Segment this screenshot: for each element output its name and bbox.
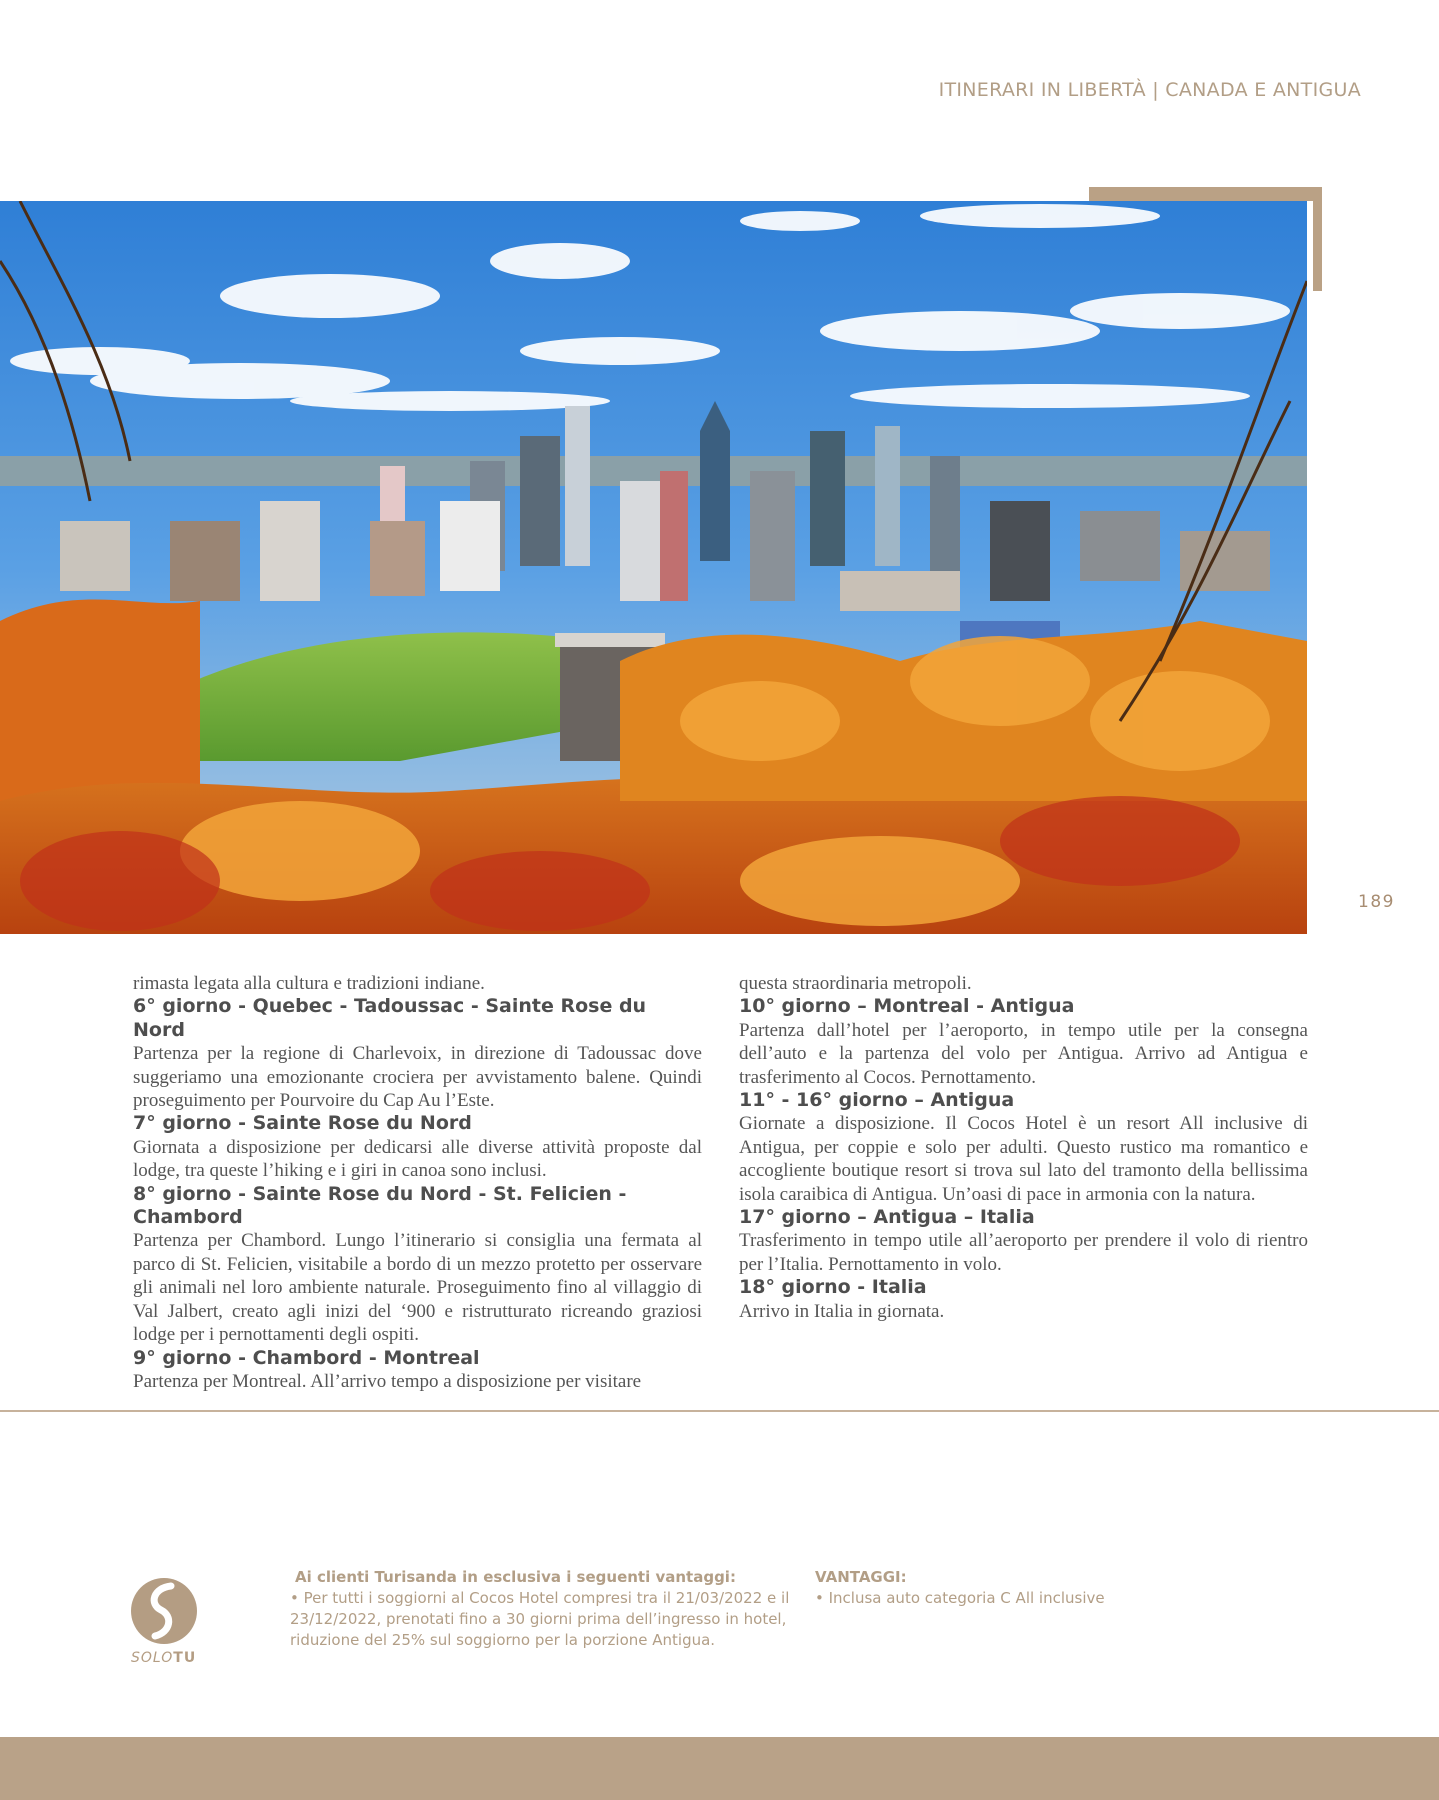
day-heading: 17° giorno – Antigua – Italia bbox=[739, 1206, 1035, 1229]
itinerary-column-right bbox=[739, 972, 1308, 1323]
day-heading: 6° giorno - Quebec - Tadoussac - Sainte Rose du Nord bbox=[133, 995, 647, 1041]
day-heading: 8° giorno - Sainte Rose du Nord - St. Felicien - Chambord bbox=[133, 1182, 627, 1229]
itinerary-text: Trasferimento in tempo utile all’aeroporto per prendere il volo di rientro per l’Italia. Pernottamento in volo. bbox=[739, 1230, 1308, 1275]
logo-prefix: SOLO bbox=[131, 1650, 174, 1666]
solotu-logo-mark-icon bbox=[131, 1578, 197, 1644]
section-divider bbox=[0, 1410, 1439, 1412]
day-heading: 18° giorno - Italia bbox=[739, 1276, 927, 1299]
itinerary-text: Partenza per Montreal. All’arrivo tempo a disposizione per visitare bbox=[133, 1370, 642, 1392]
itinerary-column-left bbox=[133, 972, 702, 1393]
solotu-logo-text bbox=[131, 1650, 201, 1666]
advantages-item: • Inclusa auto categoria C All inclusive bbox=[815, 1589, 1105, 1607]
itinerary-text: Arrivo in Italia in giornata. bbox=[739, 1300, 945, 1322]
itinerary-text: Partenza dall’hotel per l’aeroporto, in tempo utile per la consegna dell’auto e la partenza del volo per Antigua. Arrivo ad Antigua e trasferimento al Cocos. Pernottamento. bbox=[739, 1019, 1308, 1088]
itinerary-text: rimasta legata alla cultura e tradizioni indiane. bbox=[133, 973, 485, 994]
section-title: ITINERARI IN LIBERTÀ | CANADA E ANTIGUA bbox=[938, 79, 1361, 101]
offer-heading: Ai clienti Turisanda in esclusiva i seguenti vantaggi: bbox=[295, 1568, 736, 1586]
day-heading: 9° giorno - Chambord - Montreal bbox=[133, 1346, 480, 1369]
itinerary-text: Giornata a disposizione per dedicarsi alle diverse attività proposte dal lodge, tra queste l’hiking e i giri in canoa sono inclusi. bbox=[133, 1136, 702, 1182]
day-heading: 10° giorno – Montreal - Antigua bbox=[739, 995, 1075, 1018]
itinerary-text: Giornate a disposizione. Il Cocos Hotel è un resort All inclusive di Antigua, per coppie e solo per adulti. Questo rustico ma romantico e accogliente boutique resort si trova sul lato del tramonto della bellissima isola caraibica di Antigua. Un’oasi di pace in armonia con la natura. bbox=[739, 1113, 1308, 1205]
hero-photo-montreal-autumn bbox=[0, 201, 1307, 934]
footer-band bbox=[0, 1737, 1439, 1800]
itinerary-text: Partenza per la regione di Charlevoix, in direzione di Tadoussac dove suggeriamo una emozionante crociera per avvistamento balene. Quindi proseguimento per Pourvoire du Cap Au l’Este. bbox=[133, 1043, 702, 1112]
day-heading: 11° - 16° giorno – Antigua bbox=[739, 1089, 1015, 1112]
advantages-heading: VANTAGGI: bbox=[815, 1568, 907, 1586]
advantages bbox=[815, 1567, 1175, 1609]
logo-suffix: TU bbox=[173, 1650, 197, 1666]
solotu-logo bbox=[131, 1578, 201, 1666]
itinerary-text: questa straordinaria metropoli. bbox=[739, 973, 972, 994]
page-number: 189 bbox=[1358, 892, 1395, 912]
offer-item: • Per tutti i soggiorni al Cocos Hotel compresi tra il 21/03/2022 e il 23/12/2022, prenotati fino a 30 giorni prima dell’ingresso in hotel, riduzione del 25% sul soggiorno per la porzione Antigua. bbox=[290, 1589, 790, 1649]
exclusive-offer bbox=[290, 1567, 790, 1651]
day-heading: 7° giorno - Sainte Rose du Nord bbox=[133, 1112, 472, 1135]
itinerary-text: Partenza per Chambord. Lungo l’itinerario si consiglia una fermata al parco di St. Felicien, visitabile a bordo di un mezzo protetto per osservare gli animali nel loro ambiente naturale. Proseguimento fino al villaggio di Val Jalbert, creato agli inizi del ‘900 e ristrutturato ricreando graziosi lodge per i pernottamenti degli ospiti. bbox=[133, 1230, 702, 1346]
